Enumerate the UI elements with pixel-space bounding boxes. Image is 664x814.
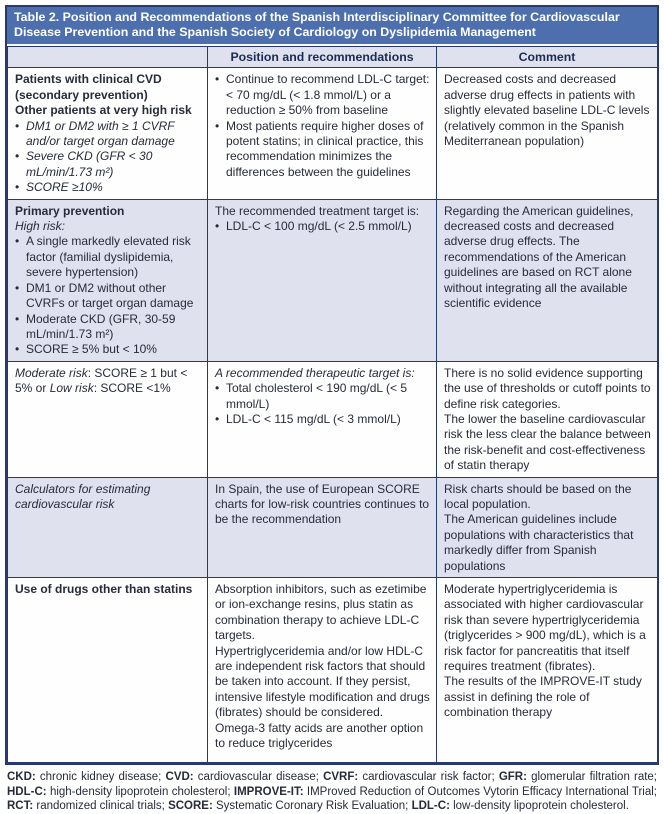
paragraph: The lower the baseline cardiovascular risk the less clear the balance between the risk-benefit and cost-effectiveness of statin therapy (444, 411, 651, 473)
paragraph: Moderate hypertriglyceridemia is associated with higher cardiovascular risk than severe hypertriglyceridemia (triglycerides > 900 mg/dL), which is a risk factor for pancreatitis that itself requires treatment (fibrates). (444, 582, 646, 674)
paragraph: Decreased costs and decreased adverse drug effects in patients with slightly elevated baseline LDL-C levels (relatively common in the Spanish Mediterranean population) (444, 72, 650, 149)
paragraph: Other patients at very high risk (15, 103, 192, 118)
abbreviation-definition: chronic kidney disease; (35, 771, 166, 783)
table-cell (437, 361, 658, 477)
recommendations-table (7, 46, 658, 763)
paragraph: The recommended treatment target is: (215, 203, 420, 218)
abbreviation-definition: low-density lipoprotein cholesterol. (449, 800, 629, 813)
table-row (8, 477, 658, 577)
abbreviation-label: CVD: (165, 771, 194, 783)
table-cell (208, 68, 437, 199)
table-cell (437, 199, 658, 361)
paragraph: Calculators for estimating cardiovascular risk (15, 481, 151, 511)
abbreviation-definition: randomized clinical trials; (33, 800, 169, 813)
footnote (5, 770, 659, 814)
bullet-item: • DM1 or DM2 without other CVRFs or target organ damage (15, 281, 201, 312)
table-cell (8, 68, 208, 199)
abbreviation-label: LDL-C: (411, 800, 450, 813)
abbreviation-label: IMPROVE-IT: (233, 785, 304, 798)
bullet-item: • LDL-C < 115 mg/dL (< 3 mmol/L) (215, 412, 430, 427)
table-row (8, 361, 658, 477)
paragraph: Use of drugs other than statins (15, 582, 193, 596)
paragraph: Hypertriglyceridemia and/or low HDL-C are independent risk factors that should be taken into account. If they persist, intensive lifestyle modification and drugs (fibrates) should be considered. (215, 643, 430, 720)
bullet-item: • Total cholesterol < 190 mg/dL (< 5 mmol/L) (215, 381, 430, 412)
bullet-item: • Moderate CKD (GFR, 30-59 mL/min/1.73 m²) (15, 312, 201, 343)
text-segment: : SCORE <1% (93, 381, 171, 396)
table-cell (208, 578, 437, 763)
table-cell (437, 68, 658, 199)
paragraph: Omega-3 fatty acids are another option to reduce triglycerides (215, 720, 424, 751)
paragraph: Absorption inhibitors, such as ezetimibe or ion-exchange resins, plus statin as combination therapy to achieve LDL-C targets. (215, 582, 427, 643)
bullet-item: • SCORE ≥10% (15, 180, 201, 195)
table-body (8, 68, 658, 763)
header-cell-empty (8, 47, 208, 68)
abbreviation-label: GFR: (498, 771, 527, 783)
bullet-item: • A single markedly elevated risk factor (familial dyslipidemia, severe hypertension) (15, 234, 201, 280)
paragraph: Risk charts should be based on the local population. (444, 481, 632, 511)
table-cell (8, 361, 208, 477)
paragraph: Primary prevention (15, 203, 125, 218)
bullet-item: • Continue to recommend LDL-C target: < 70 mg/dL (< 1.8 mmol/L) or a reduction ≥ 50% from baseline (215, 72, 430, 118)
text-segment: : SCORE ≥ 1 but < 5% or (15, 365, 188, 396)
abbreviation-definition: high-density lipoprotein cholesterol; (46, 785, 234, 798)
table-cell (437, 477, 658, 577)
paragraph: There is no solid evidence supporting the use of thresholds or cutoff points to define risk categories. (444, 365, 651, 411)
table-container (5, 5, 659, 765)
table-cell (8, 578, 208, 763)
bullet-item: • DM1 or DM2 with ≥ 1 CVRF and/or target organ damage (15, 119, 201, 150)
abbreviation-label: CKD: (7, 771, 36, 783)
header-cell-position: Position and recommendations (208, 47, 437, 68)
table-cell (8, 199, 208, 361)
paragraph: In Spain, the use of European SCORE charts for low-risk countries continues to be the recommendation (215, 481, 430, 527)
paragraph: High risk: (15, 219, 66, 234)
abbreviation-label: RCT: (7, 800, 34, 813)
bullet-item: • SCORE ≥ 5% but < 10% (15, 342, 201, 357)
table-row (8, 68, 658, 199)
abbreviation-label: HDL-C: (7, 785, 47, 798)
paragraph: The American guidelines include populations with characteristics that markedly differ from Spanish populations (444, 512, 634, 573)
paragraph: The results of the IMPROVE-IT study assist in defining the role of combination therapy (444, 674, 642, 720)
bullet-item: • Severe CKD (GFR < 30 mL/min/1.73 m²) (15, 149, 201, 180)
abbreviation-definition: cardiovascular disease; (193, 771, 324, 783)
table-cell (437, 578, 658, 763)
paragraph (15, 366, 201, 397)
bullet-item: • LDL-C < 100 mg/dL (< 2.5 mmol/L) (215, 219, 430, 234)
header-row (8, 47, 658, 68)
abbreviation-definition: glomerular filtration rate; (526, 771, 658, 783)
abbreviation-label: SCORE: (168, 800, 213, 813)
abbreviation-label: CVRF: (323, 771, 359, 783)
abbreviation-definition: IMProved Reduction of Outcomes Vytorin Efficacy International Trial; (303, 785, 657, 798)
table-row (8, 578, 658, 763)
text-segment: Low risk (49, 381, 94, 396)
abbreviation-definition: Systematic Coronary Risk Evaluation; (212, 800, 412, 813)
table-cell (208, 477, 437, 577)
abbreviation-definition: cardiovascular risk factor; (358, 771, 499, 783)
paragraph: Patients with clinical CVD (secondary prevention) (15, 72, 162, 102)
text-segment: Moderate risk (15, 365, 88, 380)
table-cell (208, 361, 437, 477)
table-cell (8, 477, 208, 577)
header-cell-comment: Comment (437, 47, 658, 68)
table-title: Table 2. Position and Recommendations of the Spanish Interdisciplinary Committee for Cardiovascular Disease Prevention and the Spanish Society of Cardiology on Dyslipidemia Management (7, 7, 657, 46)
bullet-item: • Most patients require higher doses of potent statins; in clinical practice, this recommendation minimizes the differences between the guidelines (215, 119, 430, 181)
table-cell (208, 199, 437, 361)
paragraph: Regarding the American guidelines, decreased costs and decreased adverse drug effects. The recommendations of the American guidelines are based on RCT alone without integrating all the available scientific evidence (444, 203, 634, 311)
table-row (8, 199, 658, 361)
paragraph: A recommended therapeutic target is: (215, 365, 415, 380)
